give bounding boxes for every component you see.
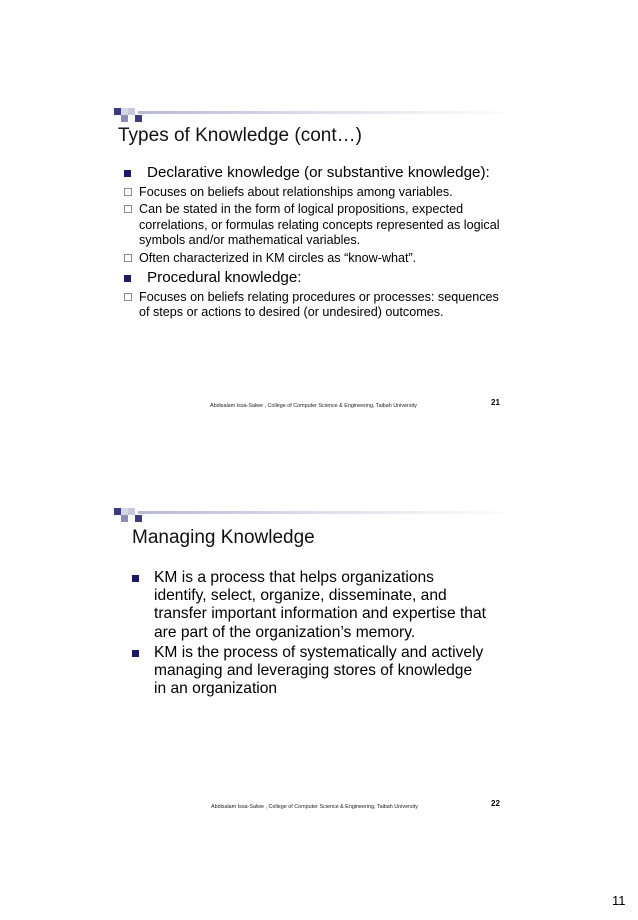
slide-header-banner <box>100 100 520 126</box>
sub-bullet-item: Can be stated in the form of logical propositions, expected correlations, or formulas relating concepts represented as logical symbols and/or mathematical variables. <box>120 202 510 249</box>
slide-footer: Abdisalam Issa-Salwe , College of Computer Science & Engineering, Taibah University <box>210 403 417 409</box>
bullet-item: Procedural knowledge: <box>120 269 510 287</box>
slide-header-banner <box>100 500 520 526</box>
slide-page-number: 22 <box>491 799 500 808</box>
hollow-square-bullet-icon <box>124 293 132 301</box>
slide-title: Types of Knowledge (cont…) <box>118 125 362 146</box>
bullet-item: KM is the process of systematically and actively managing and leveraging stores of knowledge in an organization <box>128 644 488 699</box>
bullet-item: KM is a process that helps organizations identify, select, organize, disseminate, and transfer important information and expertise that are part of the organization’s memory. <box>128 569 488 642</box>
sheet-page-number: 11 <box>612 893 626 908</box>
bullet-list <box>128 569 488 700</box>
hollow-square-bullet-icon <box>124 254 132 262</box>
hollow-square-bullet-icon <box>124 205 132 213</box>
slide-footer: Abdisalam Issa-Salwe , College of Computer Science & Engineering, Taibah University <box>211 804 418 810</box>
bullet-list <box>120 164 510 324</box>
slide-title: Managing Knowledge <box>132 527 315 548</box>
square-bullet-icon <box>124 275 131 282</box>
square-bullet-icon <box>124 170 131 177</box>
sub-bullet-item: Often characterized in KM circles as “know-what”. <box>120 251 510 267</box>
square-bullet-icon <box>132 575 139 582</box>
sub-bullet-item: Focuses on beliefs about relationships among variables. <box>120 185 510 201</box>
sub-bullet-item: Focuses on beliefs relating procedures or processes: sequences of steps or actions to desired (or undesired) outcomes. <box>120 290 510 321</box>
square-bullet-icon <box>132 650 139 657</box>
bullet-item: Declarative knowledge (or substantive knowledge): <box>120 164 510 182</box>
slide-21 <box>100 100 520 425</box>
slide-page-number: 21 <box>491 398 500 407</box>
hollow-square-bullet-icon <box>124 188 132 196</box>
slide-22 <box>100 500 520 825</box>
